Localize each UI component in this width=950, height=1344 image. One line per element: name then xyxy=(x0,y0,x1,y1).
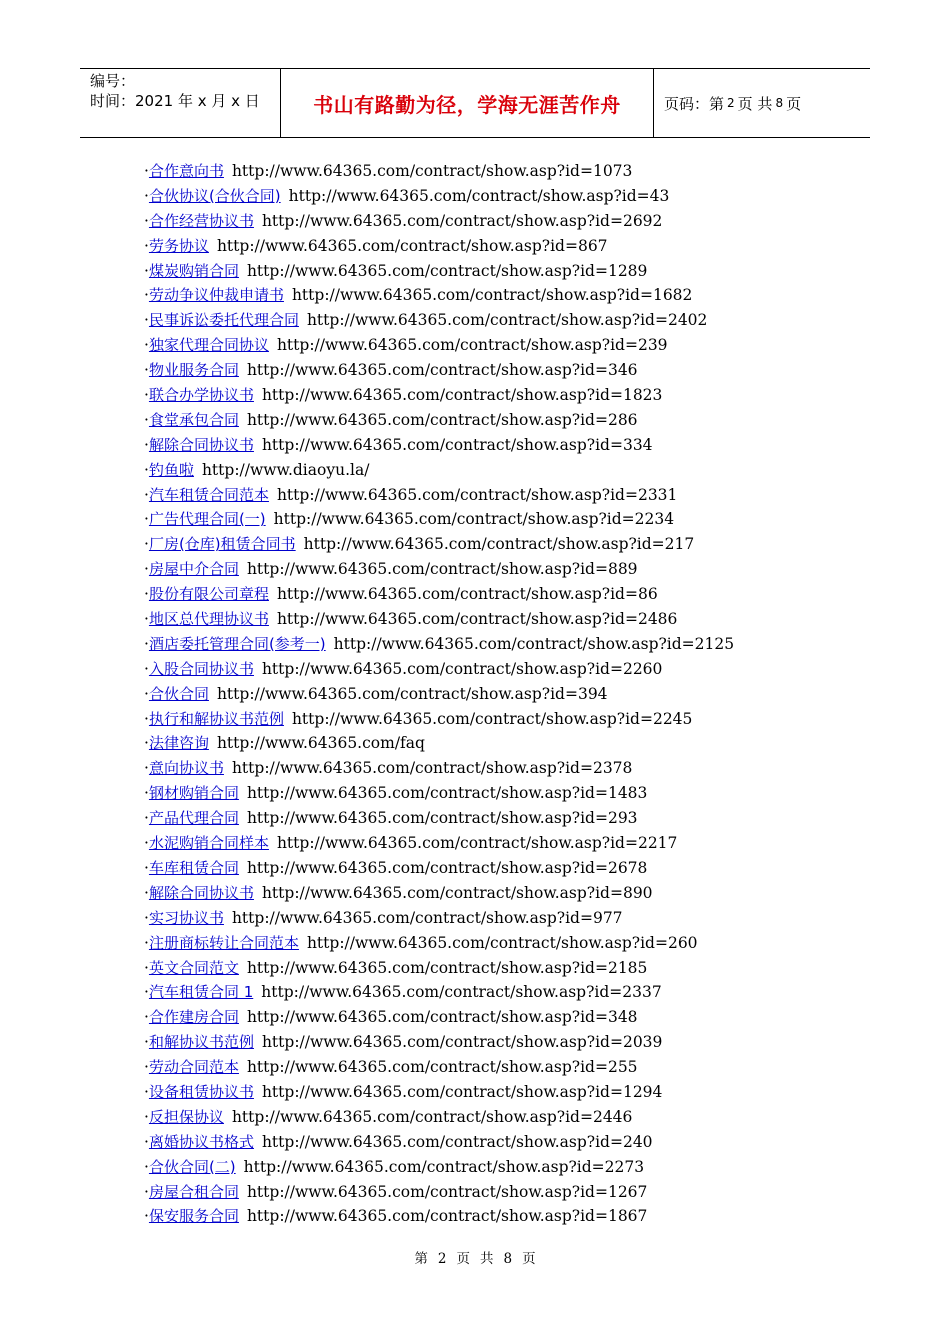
list-item xyxy=(144,856,734,881)
list-item xyxy=(144,458,734,483)
bullet-dot: · xyxy=(144,958,149,977)
contract-url: http://www.64365.com/contract/show.asp?id=1073 xyxy=(231,162,633,180)
contract-url: http://www.64365.com/contract/show.asp?id=293 xyxy=(246,809,638,828)
contract-url: http://www.64365.com/contract/show.asp?id=889 xyxy=(246,560,638,579)
page-current: 2 xyxy=(727,96,735,110)
contract-url: http://www.64365.com/contract/show.asp?id=86 xyxy=(276,585,658,604)
contract-title-link[interactable]: 水泥购销合同样本 xyxy=(148,834,269,853)
bullet-dot: · xyxy=(144,858,149,877)
list-item xyxy=(144,931,734,956)
contract-title-link[interactable]: 英文合同范文 xyxy=(148,958,239,977)
bullet-dot: · xyxy=(144,1058,149,1077)
list-item xyxy=(144,1080,734,1105)
list-item xyxy=(144,707,734,732)
list-item xyxy=(144,1005,734,1030)
contract-title-link[interactable]: 反担保协议 xyxy=(148,1107,224,1126)
contract-title-link[interactable]: 入股合同协议书 xyxy=(148,659,254,678)
contract-title-link[interactable]: 设备租赁协议书 xyxy=(148,1082,254,1101)
bullet-dot: · xyxy=(144,684,149,703)
contract-url: http://www.64365.com/contract/show.asp?id=1289 xyxy=(246,261,648,280)
contract-title-link[interactable]: 解除合同协议书 xyxy=(148,883,254,902)
list-item xyxy=(144,731,734,756)
list-item xyxy=(144,756,734,781)
contract-url: http://www.64365.com/contract/show.asp?id=2273 xyxy=(243,1157,645,1176)
contract-url: http://www.64365.com/contract/show.asp?id=286 xyxy=(246,410,638,429)
contract-link-list xyxy=(144,159,734,1229)
contract-url: http://www.64365.com/contract/show.asp?id=2678 xyxy=(246,858,648,877)
contract-title-link[interactable]: 地区总代理协议书 xyxy=(148,610,269,629)
list-item xyxy=(144,557,734,582)
document-number-label: 编号： xyxy=(90,72,136,90)
contract-title-link[interactable]: 和解协议书范例 xyxy=(148,1033,254,1052)
bullet-dot: · xyxy=(144,709,149,728)
bullet-dot: · xyxy=(144,834,149,853)
list-item xyxy=(144,209,734,234)
list-item xyxy=(144,333,734,358)
footer-current: 2 xyxy=(437,1251,447,1267)
contract-title-link[interactable]: 房屋中介合同 xyxy=(148,560,239,579)
contract-url: http://www.64365.com/contract/show.asp?id=43 xyxy=(288,186,670,205)
contract-url: http://www.64365.com/contract/show.asp?id=2260 xyxy=(261,659,663,678)
contract-url: http://www.64365.com/contract/show.asp?id=346 xyxy=(246,361,638,380)
list-item xyxy=(144,383,734,408)
contract-title-link[interactable]: 执行和解协议书范例 xyxy=(148,709,284,728)
bullet-dot: · xyxy=(144,361,149,380)
contract-title-link[interactable]: 合伙合同 xyxy=(148,684,209,703)
contract-title-link[interactable]: 食堂承包合同 xyxy=(148,410,239,429)
contract-title-link[interactable]: 钓鱼啦 xyxy=(148,460,194,479)
page-prefix: 页码：第 xyxy=(664,94,725,113)
contract-url: http://www.64365.com/contract/show.asp?id=240 xyxy=(261,1132,653,1151)
bullet-dot: · xyxy=(144,1207,149,1226)
list-item xyxy=(144,1180,734,1205)
header-meta xyxy=(80,69,281,137)
contract-title-link[interactable]: 注册商标转让合同范本 xyxy=(148,933,299,952)
bullet-dot: · xyxy=(144,908,149,927)
bullet-dot: · xyxy=(144,336,149,355)
contract-title-link[interactable]: 实习协议书 xyxy=(148,908,224,927)
footer-prefix: 第 xyxy=(414,1251,428,1267)
contract-title-link[interactable]: 劳务协议 xyxy=(148,236,209,255)
bullet-dot: · xyxy=(144,311,149,330)
bullet-dot: · xyxy=(144,286,149,305)
contract-title-link[interactable]: 民事诉讼委托代理合同 xyxy=(148,311,299,330)
bullet-dot: · xyxy=(144,1182,149,1201)
contract-url: http://www.64365.com/contract/show.asp?id=977 xyxy=(231,908,623,927)
page-header xyxy=(80,68,870,138)
contract-url: http://www.64365.com/contract/show.asp?id=2245 xyxy=(291,709,693,728)
contract-title-link[interactable]: 股份有限公司章程 xyxy=(148,585,269,604)
contract-title-link[interactable]: 合作建房合同 xyxy=(148,1008,239,1027)
list-item xyxy=(144,1204,734,1229)
bullet-dot: · xyxy=(144,1157,149,1176)
list-item xyxy=(144,283,734,308)
list-item xyxy=(144,607,734,632)
contract-title-link[interactable]: 产品代理合同 xyxy=(148,809,239,828)
contract-title-link[interactable]: 合作经营协议书 xyxy=(148,211,254,230)
contract-url: http://www.64365.com/contract/show.asp?id=1294 xyxy=(261,1082,663,1101)
contract-url: http://www.64365.com/faq xyxy=(216,734,425,753)
list-item xyxy=(144,358,734,383)
bullet-dot: · xyxy=(144,933,149,952)
contract-url: http://www.64365.com/contract/show.asp?id=2692 xyxy=(261,211,663,230)
bullet-dot: · xyxy=(144,410,149,429)
bullet-dot: · xyxy=(144,186,149,205)
bullet-dot: · xyxy=(144,1082,149,1101)
page-mid: 页 共 xyxy=(737,94,773,113)
contract-title-link[interactable]: 意向协议书 xyxy=(148,759,224,778)
bullet-dot: · xyxy=(144,734,149,753)
contract-url: http://www.64365.com/contract/show.asp?id=334 xyxy=(261,435,653,454)
list-item xyxy=(144,980,734,1005)
list-item xyxy=(144,234,734,259)
list-item xyxy=(144,582,734,607)
contract-url: http://www.64365.com/contract/show.asp?id=394 xyxy=(216,684,608,703)
contract-url: http://www.64365.com/contract/show.asp?id=260 xyxy=(306,933,698,952)
document-time-label: 时间：2021 年 x 月 x 日 xyxy=(90,92,260,110)
contract-url: http://www.64365.com/contract/show.asp?id=2402 xyxy=(306,311,708,330)
contract-title-link[interactable]: 解除合同协议书 xyxy=(148,435,254,454)
list-item xyxy=(144,1030,734,1055)
contract-url: http://www.diaoyu.la/ xyxy=(201,460,370,479)
list-item xyxy=(144,781,734,806)
list-item xyxy=(144,532,734,557)
header-motto: 书山有路勤为径，学海无涯苦作舟 xyxy=(281,69,654,137)
contract-title-link[interactable]: 离婚协议书格式 xyxy=(148,1132,254,1151)
list-item xyxy=(144,1055,734,1080)
contract-url: http://www.64365.com/contract/show.asp?id=1267 xyxy=(246,1182,648,1201)
contract-url: http://www.64365.com/contract/show.asp?id=2185 xyxy=(246,958,648,977)
contract-title-link[interactable]: 物业服务合同 xyxy=(148,361,239,380)
bullet-dot: · xyxy=(144,1033,149,1052)
list-item xyxy=(144,433,734,458)
list-item xyxy=(144,308,734,333)
header-page-indicator xyxy=(654,69,870,137)
contract-title-link[interactable]: 独家代理合同协议 xyxy=(148,336,269,355)
contract-title-link[interactable]: 汽车租赁合同 1 xyxy=(148,983,254,1002)
bullet-dot: · xyxy=(144,1107,149,1126)
list-item xyxy=(144,831,734,856)
contract-title-link[interactable]: 房屋合租合同 xyxy=(148,1182,239,1201)
list-item xyxy=(144,184,734,209)
page-suffix: 页 xyxy=(786,94,802,113)
contract-url: http://www.64365.com/contract/show.asp?id=1682 xyxy=(291,286,693,305)
contract-title-link[interactable]: 合伙协议(合伙合同) xyxy=(148,186,281,205)
list-item xyxy=(144,956,734,981)
footer-total: 8 xyxy=(503,1251,513,1267)
contract-title-link[interactable]: 酒店委托管理合同(参考一) xyxy=(148,634,326,653)
contract-url: http://www.64365.com/contract/show.asp?id=217 xyxy=(303,535,695,554)
bullet-dot: · xyxy=(144,634,149,653)
bullet-dot: · xyxy=(144,784,149,803)
contract-url: http://www.64365.com/contract/show.asp?id=2234 xyxy=(273,510,675,529)
bullet-dot: · xyxy=(144,1132,149,1151)
bullet-dot: · xyxy=(144,211,149,230)
contract-title-link[interactable]: 汽车租赁合同范本 xyxy=(148,485,269,504)
bullet-dot: · xyxy=(144,610,149,629)
bullet-dot: · xyxy=(144,236,149,255)
bullet-dot: · xyxy=(144,386,149,405)
bullet-dot: · xyxy=(144,759,149,778)
bullet-dot: · xyxy=(144,1008,149,1027)
bullet-dot: · xyxy=(144,261,149,280)
list-item xyxy=(144,159,734,184)
contract-url: http://www.64365.com/contract/show.asp?id=2378 xyxy=(231,759,633,778)
list-item xyxy=(144,1130,734,1155)
page-total: 8 xyxy=(775,96,784,110)
contract-title-link[interactable]: 广告代理合同(一) xyxy=(148,510,266,529)
contract-title-link[interactable]: 煤炭购销合同 xyxy=(148,261,239,280)
contract-url: http://www.64365.com/contract/show.asp?id=2125 xyxy=(333,634,735,653)
footer-mid: 页 xyxy=(456,1251,470,1267)
contract-url: http://www.64365.com/contract/show.asp?id=255 xyxy=(246,1058,638,1077)
contract-url: http://www.64365.com/contract/show.asp?id=239 xyxy=(276,336,668,355)
list-item xyxy=(144,881,734,906)
bullet-dot: · xyxy=(144,485,149,504)
contract-title-link[interactable]: 钢材购销合同 xyxy=(148,784,239,803)
list-item xyxy=(144,483,734,508)
bullet-dot: · xyxy=(144,162,149,180)
page-footer xyxy=(0,1247,950,1267)
footer-total-label: 共 xyxy=(480,1251,494,1267)
contract-url: http://www.64365.com/contract/show.asp?id=2486 xyxy=(276,610,678,629)
list-item xyxy=(144,682,734,707)
contract-title-link[interactable]: 厂房(仓库)租赁合同书 xyxy=(148,535,296,554)
bullet-dot: · xyxy=(144,983,149,1002)
bullet-dot: · xyxy=(144,435,149,454)
list-item xyxy=(144,1105,734,1130)
bullet-dot: · xyxy=(144,535,149,554)
contract-url: http://www.64365.com/contract/show.asp?id=1867 xyxy=(246,1207,648,1226)
list-item xyxy=(144,657,734,682)
list-item xyxy=(144,507,734,532)
bullet-dot: · xyxy=(144,460,149,479)
contract-title-link[interactable]: 法律咨询 xyxy=(148,734,209,753)
contract-title-link[interactable]: 劳动争议仲裁申请书 xyxy=(148,286,284,305)
contract-url: http://www.64365.com/contract/show.asp?id=2217 xyxy=(276,834,678,853)
bullet-dot: · xyxy=(144,659,149,678)
footer-suffix: 页 xyxy=(522,1251,536,1267)
contract-url: http://www.64365.com/contract/show.asp?id=348 xyxy=(246,1008,638,1027)
contract-title-link[interactable]: 车库租赁合同 xyxy=(148,858,239,877)
bullet-dot: · xyxy=(144,560,149,579)
bullet-dot: · xyxy=(144,883,149,902)
list-item xyxy=(144,632,734,657)
list-item xyxy=(144,806,734,831)
contract-url: http://www.64365.com/contract/show.asp?id=1823 xyxy=(261,386,663,405)
contract-title-link[interactable]: 联合办学协议书 xyxy=(148,386,254,405)
contract-url: http://www.64365.com/contract/show.asp?id=2337 xyxy=(261,983,662,1002)
contract-title-link[interactable]: 保安服务合同 xyxy=(148,1207,239,1226)
list-item xyxy=(144,259,734,284)
contract-url: http://www.64365.com/contract/show.asp?id=890 xyxy=(261,883,653,902)
contract-url: http://www.64365.com/contract/show.asp?id=867 xyxy=(216,236,608,255)
contract-url: http://www.64365.com/contract/show.asp?id=2039 xyxy=(261,1033,663,1052)
contract-url: http://www.64365.com/contract/show.asp?id=1483 xyxy=(246,784,648,803)
list-item xyxy=(144,906,734,931)
list-item xyxy=(144,1155,734,1180)
bullet-dot: · xyxy=(144,585,149,604)
contract-url: http://www.64365.com/contract/show.asp?id=2446 xyxy=(231,1107,633,1126)
contract-title-link[interactable]: 合伙合同(二) xyxy=(148,1157,236,1176)
contract-url: http://www.64365.com/contract/show.asp?id=2331 xyxy=(276,485,678,504)
contract-title-link[interactable]: 劳动合同范本 xyxy=(148,1058,239,1077)
list-item xyxy=(144,408,734,433)
bullet-dot: · xyxy=(144,510,149,529)
bullet-dot: · xyxy=(144,809,149,828)
contract-title-link[interactable]: 合作意向书 xyxy=(148,162,224,180)
